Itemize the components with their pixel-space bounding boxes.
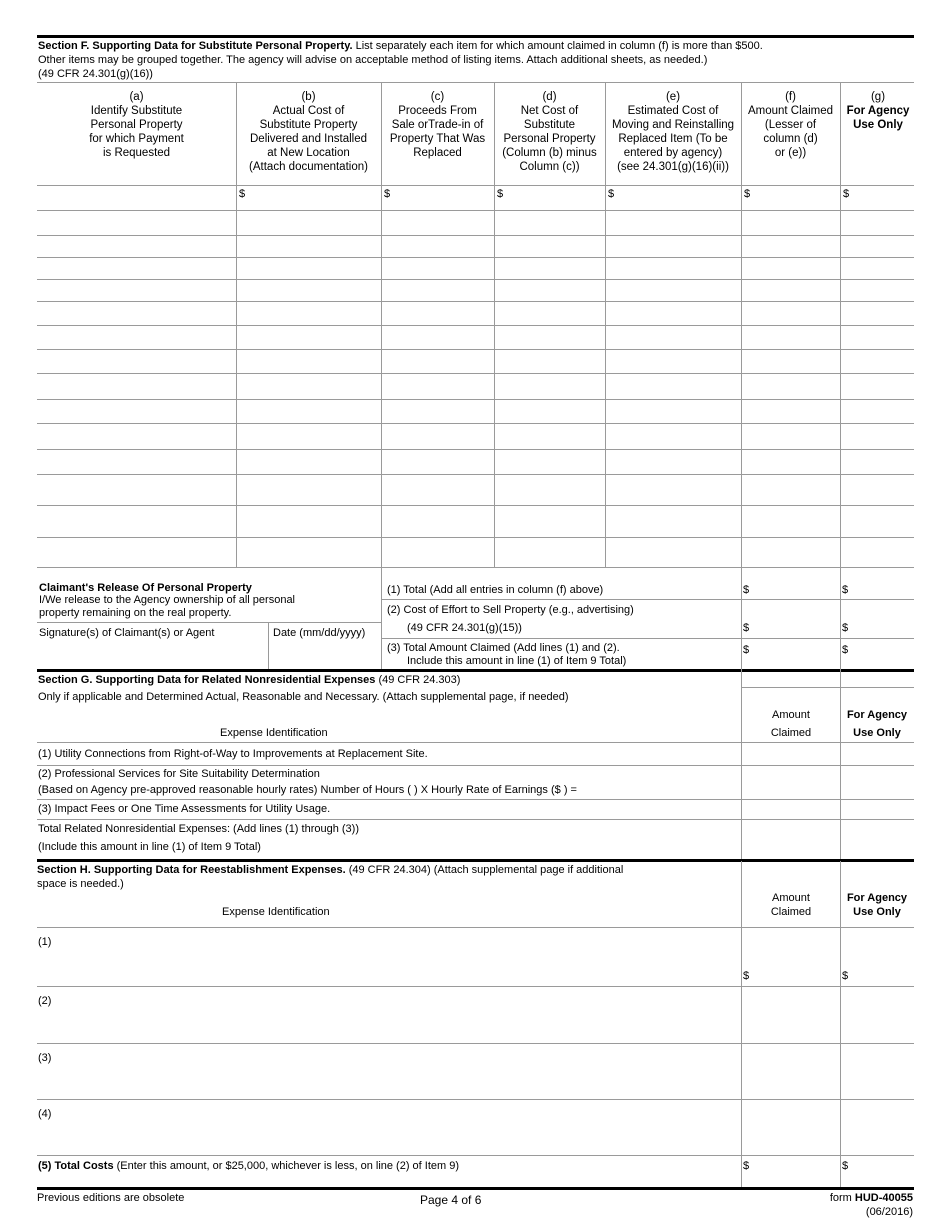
- table-cell-b[interactable]: [238, 303, 379, 323]
- table-cell-c[interactable]: [383, 237, 492, 255]
- top-rule: [37, 35, 914, 38]
- table-cell-e[interactable]: [607, 507, 739, 535]
- table-cell-b[interactable]: [238, 327, 379, 347]
- table-cell-a[interactable]: [39, 476, 234, 503]
- release-divider: [37, 622, 381, 623]
- section-h-title: Section H. Supporting Data for Reestablishment Expenses.: [37, 864, 346, 876]
- section-g-agency-use-header: Use Only: [853, 727, 901, 739]
- section-g-subtitle: Only if applicable and Determined Actual, Reasonable and Necessary. (Attach supplemental page, if needed): [38, 691, 569, 703]
- col-divider-b: [236, 82, 237, 567]
- table-row-divider: [37, 279, 914, 280]
- column-header-line: (Lesser of: [764, 119, 817, 131]
- table-row-divider: [37, 449, 914, 450]
- total-line1-label: (1) Total (Add all entries in column (f) above): [387, 584, 604, 596]
- h-item1-agency-dollar: $: [842, 970, 849, 982]
- column-header-line: Identify Substitute: [90, 105, 183, 117]
- column-header-line: (Attach documentation): [249, 161, 368, 173]
- column-header-line: column (d): [763, 133, 818, 145]
- table-cell-e[interactable]: [607, 425, 739, 447]
- section-h-expense-id-header: Expense Identification: [222, 906, 330, 918]
- column-letter-f: (f): [785, 91, 796, 103]
- column-header-line: for which Payment: [89, 133, 184, 145]
- table-cell-e[interactable]: [607, 327, 739, 347]
- table-cell-d[interactable]: [496, 507, 603, 535]
- col-divider-d: [494, 82, 495, 567]
- table-cell-a[interactable]: [39, 303, 234, 323]
- section-h-header-bottom: [37, 927, 914, 928]
- table-cell-a[interactable]: [39, 507, 234, 535]
- total2-amount-field[interactable]: [752, 601, 838, 637]
- total3-g-dollar: $: [842, 644, 849, 656]
- table-cell-a[interactable]: [39, 539, 234, 565]
- total3-amount-field[interactable]: [752, 640, 838, 668]
- section-g-claimed-header: Claimed: [770, 727, 812, 739]
- table-cell-c[interactable]: [383, 375, 492, 397]
- table-row-divider: [37, 474, 914, 475]
- table-cell-e[interactable]: [607, 351, 739, 371]
- col-divider-g: [840, 82, 841, 670]
- section-h-expense-field[interactable]: [60, 988, 738, 1041]
- table-cell-a[interactable]: [39, 401, 234, 421]
- table-cell-b[interactable]: [238, 212, 379, 233]
- table-cell-b[interactable]: [238, 451, 379, 472]
- table-cell-d[interactable]: [496, 476, 603, 503]
- table-cell-d[interactable]: [496, 212, 603, 233]
- table-cell-a[interactable]: [39, 327, 234, 347]
- column-header-line: is Requested: [102, 147, 171, 159]
- column-header-line: Personal Property: [90, 119, 183, 131]
- table-cell-c[interactable]: [383, 401, 492, 421]
- table-cell-c[interactable]: [383, 281, 492, 299]
- section-h-item-label: (4): [38, 1108, 52, 1120]
- table-row-divider: [37, 210, 914, 211]
- table-cell-c[interactable]: [383, 539, 492, 565]
- section-h-agency-field[interactable]: [842, 1101, 913, 1153]
- column-letter-g: (g): [870, 91, 886, 103]
- table-cell-c[interactable]: [383, 476, 492, 503]
- table-cell-b[interactable]: [238, 351, 379, 371]
- table-row-divider: [37, 325, 914, 326]
- table-row-divider: [37, 373, 914, 374]
- section-g-total-label: Total Related Nonresidential Expenses: (Add lines (1) through (3)): [38, 823, 359, 835]
- table-cell-a[interactable]: [39, 187, 234, 208]
- section-h-amount-header: Amount: [772, 892, 810, 904]
- table-cell-g[interactable]: [842, 303, 912, 323]
- table-cell-d[interactable]: [496, 375, 603, 397]
- h-item1-amount-dollar: $: [743, 970, 750, 982]
- total2-g-dollar: $: [842, 622, 849, 634]
- column-header-line: Substitute: [523, 119, 576, 131]
- column-header-line: entered by agency): [623, 147, 723, 159]
- table-cell-e[interactable]: [607, 476, 739, 503]
- section-g-row3-bottom: [37, 819, 914, 820]
- table-cell-d[interactable]: [496, 401, 603, 421]
- column-header-line: or (e)): [774, 147, 807, 159]
- section-g-row2-bottom: [37, 799, 914, 800]
- column-header-line: Amount Claimed: [747, 105, 833, 117]
- column-header-line: Column (c)): [519, 161, 580, 173]
- table-cell-f[interactable]: [743, 237, 838, 255]
- section-g-item1-amount[interactable]: [742, 744, 839, 764]
- section-h-col-agency: [840, 861, 841, 1188]
- table-cell-c[interactable]: [383, 187, 492, 208]
- table-cell-e[interactable]: [607, 237, 739, 255]
- total1-amount-field[interactable]: [752, 569, 838, 598]
- column-header-line: Delivered and Installed: [250, 133, 367, 145]
- dollar-sign: $: [608, 188, 615, 200]
- table-cell-a[interactable]: [39, 259, 234, 277]
- table-cell-f[interactable]: [743, 327, 838, 347]
- release-title: Claimant's Release Of Personal Property: [39, 582, 252, 594]
- column-header-line: Sale orTrade-in of: [391, 119, 484, 131]
- column-header-line: Proceeds From: [398, 105, 477, 117]
- table-cell-b[interactable]: [238, 259, 379, 277]
- table-cell-f[interactable]: [743, 259, 838, 277]
- table-cell-g[interactable]: [842, 375, 912, 397]
- form-number: HUD-40055: [854, 1192, 913, 1204]
- table-cell-f[interactable]: [743, 425, 838, 447]
- h-total-agency-dollar: $: [842, 1160, 849, 1172]
- column-header-line: Replaced: [413, 147, 462, 159]
- table-cell-g[interactable]: [842, 351, 912, 371]
- dollar-sign: $: [239, 188, 246, 200]
- table-row-divider: [37, 185, 914, 186]
- table-cell-b[interactable]: [238, 187, 379, 208]
- section-h-heading: Section H. Supporting Data for Reestablishment Expenses. (49 CFR 24.304) (Attach supplemental page if additional: [37, 864, 624, 876]
- table-cell-g[interactable]: [842, 212, 912, 233]
- section-h-expense-field[interactable]: [60, 929, 738, 984]
- table-cell-f[interactable]: [743, 351, 838, 371]
- table-cell-f[interactable]: [743, 212, 838, 233]
- table-cell-f[interactable]: [743, 539, 838, 565]
- total1-f-dollar: $: [743, 584, 750, 596]
- table-cell-f[interactable]: [743, 476, 838, 503]
- totals-row1-bottom: [381, 599, 914, 600]
- table-row-divider: [37, 349, 914, 350]
- section-g-title-divider: [741, 687, 914, 688]
- table-cell-a[interactable]: [39, 451, 234, 472]
- column-header-line: Property That Was: [389, 133, 486, 145]
- column-header-line: Substitute Property: [259, 119, 358, 131]
- signature-field[interactable]: [38, 640, 267, 668]
- column-header-line: For Agency: [846, 105, 910, 117]
- col-divider-f: [741, 82, 742, 670]
- table-cell-e[interactable]: [607, 539, 739, 565]
- total-line3-note: Include this amount in line (1) of Item 9 Total): [407, 655, 627, 667]
- total1-g-dollar: $: [842, 584, 849, 596]
- total-line2-citation: (49 CFR 24.301(g)(15)): [407, 622, 522, 634]
- table-cell-g[interactable]: [842, 401, 912, 421]
- table-cell-e[interactable]: [607, 375, 739, 397]
- total3-agency-field[interactable]: [851, 640, 913, 668]
- section-h-row-divider: [37, 1099, 914, 1100]
- section-f-intro: Section F. Supporting Data for Substitute Personal Property. List separately each item for which amount claimed in column (f) is more than $500.: [38, 40, 763, 52]
- table-cell-g[interactable]: [842, 237, 912, 255]
- section-h-agency-header: For Agency: [846, 892, 908, 904]
- table-cell-d[interactable]: [496, 187, 603, 208]
- column-header-line: Replaced Item (To be: [618, 133, 728, 145]
- column-header-line: (Column (b) minus: [502, 147, 597, 159]
- column-letter-c: (c): [430, 91, 445, 103]
- table-cell-a[interactable]: [39, 281, 234, 299]
- table-cell-d[interactable]: [496, 281, 603, 299]
- column-header-g: [840, 90, 916, 132]
- table-cell-d[interactable]: [496, 303, 603, 323]
- section-f-intro-line2: Other items may be grouped together. The agency will advise on acceptable method of listing items. Attach additional sheets, as needed.): [38, 54, 708, 66]
- dollar-sign: $: [384, 188, 391, 200]
- section-h-agency-field[interactable]: [842, 988, 913, 1041]
- table-cell-g[interactable]: [842, 259, 912, 277]
- section-g-header-bottom: [37, 742, 914, 743]
- section-g-heading: Section G. Supporting Data for Related Nonresidential Expenses (49 CFR 24.303): [38, 674, 461, 686]
- table-cell-c[interactable]: [383, 259, 492, 277]
- table-cell-b[interactable]: [238, 375, 379, 397]
- column-header-line: Actual Cost of: [272, 105, 345, 117]
- col-divider-e: [605, 82, 606, 567]
- table-cell-b[interactable]: [238, 237, 379, 255]
- page-number: Page 4 of 6: [420, 1193, 482, 1207]
- table-row-divider: [37, 537, 914, 538]
- date-field[interactable]: [270, 640, 380, 668]
- totals-row2-bottom: [381, 638, 914, 639]
- table-cell-e[interactable]: [607, 281, 739, 299]
- table-cell-b[interactable]: [238, 476, 379, 503]
- table-cell-d[interactable]: [496, 259, 603, 277]
- table-cell-d[interactable]: [496, 351, 603, 371]
- table-cell-e[interactable]: [607, 401, 739, 421]
- column-header-b: [236, 90, 381, 174]
- table-cell-e[interactable]: [607, 451, 739, 472]
- section-g-amount-header: Amount: [772, 709, 810, 721]
- column-header-line: Moving and Reinstalling: [611, 119, 735, 131]
- section-h-row-divider: [37, 986, 914, 987]
- table-cell-d[interactable]: [496, 425, 603, 447]
- table-cell-e[interactable]: [607, 259, 739, 277]
- table-cell-b[interactable]: [238, 281, 379, 299]
- date-label: Date (mm/dd/yyyy): [273, 627, 366, 639]
- release-date-divider: [268, 622, 269, 670]
- table-cell-g[interactable]: [842, 451, 912, 472]
- column-header-a: [37, 90, 236, 160]
- table-cell-f[interactable]: [743, 187, 838, 208]
- section-f-table-bottom: [37, 567, 914, 568]
- table-cell-a[interactable]: [39, 425, 234, 447]
- footer-obsolete-note: Previous editions are obsolete: [37, 1192, 185, 1204]
- section-g-agency-fields[interactable]: [841, 744, 913, 859]
- table-cell-f[interactable]: [743, 451, 838, 472]
- release-line1: I/We release to the Agency ownership of all personal: [39, 594, 296, 606]
- table-cell-d[interactable]: [496, 237, 603, 255]
- table-cell-c[interactable]: [383, 327, 492, 347]
- section-f-title: Section F. Supporting Data for Substitute Personal Property.: [38, 40, 353, 52]
- section-h-item-label: (3): [38, 1052, 52, 1064]
- table-cell-a[interactable]: [39, 351, 234, 371]
- total2-agency-field[interactable]: [851, 601, 913, 637]
- section-g-title: Section G. Supporting Data for Related Nonresidential Expenses: [38, 674, 376, 686]
- column-header-d: [494, 90, 605, 174]
- section-h-total-agency-field[interactable]: [851, 1157, 913, 1186]
- dollar-sign: $: [744, 188, 751, 200]
- column-header-line: Estimated Cost of: [627, 105, 719, 117]
- column-header-line: Personal Property: [503, 133, 596, 145]
- table-cell-g[interactable]: [842, 539, 912, 565]
- form-id: form HUD-40055: [829, 1192, 913, 1204]
- column-header-line: Net Cost of: [520, 105, 579, 117]
- section-g-agency-header: For Agency: [846, 709, 908, 721]
- column-letter-a: (a): [129, 91, 144, 103]
- section-f-citation: (49 CFR 24.301(g)(16)): [38, 68, 153, 80]
- total1-agency-field[interactable]: [851, 569, 913, 598]
- section-h-amount-field[interactable]: [743, 929, 838, 984]
- table-cell-d[interactable]: [496, 327, 603, 347]
- section-h-total-row: (5) Total Costs (Enter this amount, or $25,000, whichever is less, on line (2) of Item 9): [38, 1160, 460, 1172]
- table-cell-f[interactable]: [743, 401, 838, 421]
- section-h-item-label: (1): [38, 936, 52, 948]
- section-g-item1: (1) Utility Connections from Right-of-Way to Improvements at Replacement Site.: [38, 748, 428, 760]
- col-divider-c: [381, 82, 382, 567]
- section-g-item2: (2) Professional Services for Site Suitability Determination: [38, 768, 320, 780]
- section-g-total-note: (Include this amount in line (1) of Item 9 Total): [38, 841, 261, 853]
- signature-label: Signature(s) of Claimant(s) or Agent: [39, 627, 215, 639]
- total3-f-dollar: $: [743, 644, 750, 656]
- section-h-title-line2: space is needed.): [37, 878, 124, 890]
- table-row-divider: [37, 301, 914, 302]
- section-h-total-label: (5) Total Costs: [38, 1160, 114, 1172]
- column-header-line: at New Location: [267, 147, 350, 159]
- table-cell-g[interactable]: [842, 327, 912, 347]
- form-date: (06/2016): [865, 1206, 913, 1218]
- table-cell-e[interactable]: [607, 187, 739, 208]
- section-g-item2-amount[interactable]: [742, 767, 839, 798]
- table-cell-g[interactable]: [842, 281, 912, 299]
- table-cell-f[interactable]: [743, 507, 838, 535]
- section-g-item3-amount[interactable]: [742, 801, 839, 818]
- table-cell-g[interactable]: [842, 425, 912, 447]
- section-h-amount-field[interactable]: [743, 1101, 838, 1153]
- section-g-total-amount[interactable]: [742, 821, 839, 859]
- table-cell-b[interactable]: [238, 539, 379, 565]
- section-g-row1-bottom: [37, 765, 914, 766]
- table-row-divider: [37, 505, 914, 506]
- dollar-sign: $: [843, 188, 850, 200]
- table-cell-c[interactable]: [383, 451, 492, 472]
- table-cell-b[interactable]: [238, 401, 379, 421]
- table-cell-e[interactable]: [607, 212, 739, 233]
- section-h-expense-field[interactable]: [60, 1101, 738, 1153]
- table-cell-f[interactable]: [743, 281, 838, 299]
- section-h-expense-field[interactable]: [60, 1045, 738, 1097]
- table-cell-b[interactable]: [238, 425, 379, 447]
- column-letter-d: (d): [542, 91, 557, 103]
- section-h-amount-field[interactable]: [743, 1045, 838, 1097]
- table-cell-e[interactable]: [607, 303, 739, 323]
- section-g-top-rule: [37, 669, 914, 672]
- column-header-e: [605, 90, 741, 174]
- section-h-claimed-header: Claimed: [770, 906, 812, 918]
- table-cell-a[interactable]: [39, 212, 234, 233]
- table-cell-g[interactable]: [842, 507, 912, 535]
- column-header-f: [741, 90, 840, 160]
- release-line2: property remaining on the real property.: [39, 607, 232, 619]
- section-f-header-top: [37, 82, 914, 83]
- section-h-agency-field[interactable]: [842, 1045, 913, 1097]
- table-cell-a[interactable]: [39, 375, 234, 397]
- table-row-divider: [37, 399, 914, 400]
- section-g-item2-calc: (Based on Agency pre-approved reasonable hourly rates) Number of Hours ( ) X Hourly Rate of Earnings ($ ) =: [38, 784, 577, 796]
- totals-left-divider: [381, 567, 382, 670]
- section-h-total-amount-field[interactable]: [752, 1157, 838, 1186]
- table-cell-d[interactable]: [496, 539, 603, 565]
- table-cell-c[interactable]: [383, 303, 492, 323]
- table-cell-d[interactable]: [496, 451, 603, 472]
- h-total-amount-dollar: $: [743, 1160, 750, 1172]
- table-cell-f[interactable]: [743, 375, 838, 397]
- total-line2-label: (2) Cost of Effort to Sell Property (e.g., advertising): [387, 604, 634, 616]
- section-h-agency-use-header: Use Only: [853, 906, 901, 918]
- column-header-c: [381, 90, 494, 160]
- dollar-sign: $: [497, 188, 504, 200]
- table-cell-b[interactable]: [238, 507, 379, 535]
- column-letter-e: (e): [665, 91, 681, 103]
- section-h-row-divider: [37, 1043, 914, 1044]
- column-header-line: (see 24.301(g)(16)(ii)): [617, 161, 729, 173]
- section-h-amount-field[interactable]: [743, 988, 838, 1041]
- table-cell-g[interactable]: [842, 476, 912, 503]
- section-g-item3: (3) Impact Fees or One Time Assessments for Utility Usage.: [38, 803, 331, 815]
- section-h-top-rule: [37, 859, 914, 862]
- table-cell-c[interactable]: [383, 507, 492, 535]
- total2-f-dollar: $: [743, 622, 750, 634]
- table-row-divider: [37, 235, 914, 236]
- table-row-divider: [37, 423, 914, 424]
- total-line3-label: (3) Total Amount Claimed (Add lines (1) and (2).: [387, 642, 620, 654]
- section-h-col-amount: [741, 861, 742, 1188]
- section-g-expense-id-header: Expense Identification: [220, 727, 328, 739]
- table-cell-c[interactable]: [383, 351, 492, 371]
- table-cell-a[interactable]: [39, 237, 234, 255]
- section-h-item-label: (2): [38, 995, 52, 1007]
- column-header-line: Use Only: [853, 119, 903, 131]
- table-cell-g[interactable]: [842, 187, 912, 208]
- table-cell-f[interactable]: [743, 303, 838, 323]
- footer-rule: [37, 1187, 914, 1190]
- table-row-divider: [37, 257, 914, 258]
- table-cell-c[interactable]: [383, 425, 492, 447]
- column-letter-b: (b): [301, 91, 316, 103]
- section-h-agency-field[interactable]: [842, 929, 913, 984]
- table-cell-c[interactable]: [383, 212, 492, 233]
- section-h-row4-bottom: [37, 1155, 914, 1156]
